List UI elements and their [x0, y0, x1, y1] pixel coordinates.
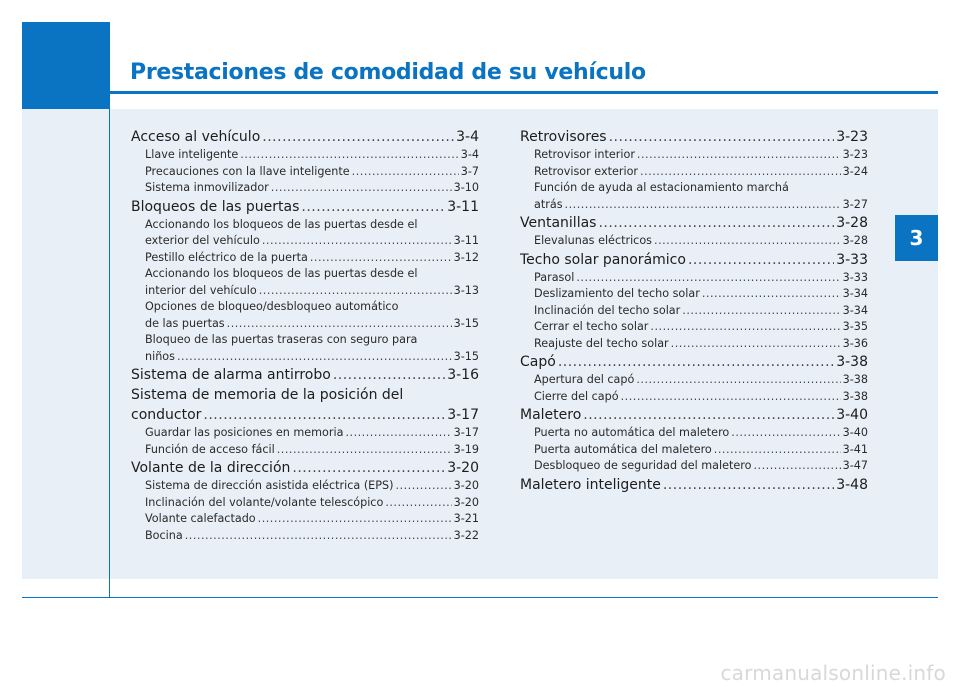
- toc-subentry[interactable]: [520, 372, 868, 389]
- toc-entry-label: Maletero: [520, 407, 582, 423]
- toc-entry-label: Sistema de memoria de la posición del: [131, 387, 404, 403]
- toc-entry-label: atrás: [534, 197, 563, 211]
- dot-leader: [262, 233, 452, 250]
- dot-leader: [310, 250, 452, 267]
- toc-subentry[interactable]: [131, 250, 479, 267]
- toc-page-number: 3-12: [453, 250, 479, 264]
- toc-entry-label: Cerrar el techo solar: [534, 320, 649, 333]
- page-title: Prestaciones de comodidad de su vehículo: [130, 60, 646, 85]
- toc-entry-label: Cierre del capó: [534, 389, 619, 403]
- toc-page-number: 3-27: [842, 197, 868, 211]
- toc-page-number: 3-28: [836, 215, 868, 231]
- toc-subentry[interactable]: [520, 197, 868, 214]
- dot-leader: [271, 180, 452, 197]
- dot-leader: [262, 128, 454, 147]
- toc-subentry[interactable]: [131, 528, 479, 545]
- toc-page-number: 3-4: [456, 129, 479, 145]
- toc-subentry[interactable]: [131, 283, 479, 300]
- toc-entry-label: Sistema de alarma antirrobo: [131, 367, 331, 383]
- toc-entry-label: Retrovisor exterior: [534, 164, 639, 178]
- toc-entry-label: Retrovisor interior: [534, 148, 635, 161]
- toc-entry-label: Inclinación del volante/volante telescópico: [145, 495, 384, 509]
- toc-page-number: 3-20: [447, 460, 479, 476]
- dot-leader: [258, 511, 452, 528]
- dot-leader: [576, 270, 840, 287]
- toc-subentry[interactable]: [520, 147, 868, 164]
- toc-entry-label: Acceso al vehículo: [131, 129, 261, 145]
- dot-leader: [292, 459, 445, 478]
- toc-entry-label: Bloqueo de las puertas traseras con seguro para: [145, 333, 418, 346]
- toc-column-right: [520, 127, 868, 495]
- toc-subentry: [131, 217, 479, 234]
- dot-leader: [352, 164, 459, 181]
- toc-entry-label: Pestillo eléctrico de la puerta: [145, 250, 308, 264]
- toc-entry-label: Elevalunas eléctricos: [534, 234, 653, 247]
- dot-leader: [345, 425, 451, 442]
- toc-subentry[interactable]: [131, 180, 479, 197]
- dot-leader: [277, 442, 452, 459]
- toc-subentry[interactable]: [131, 316, 479, 333]
- dot-leader: [259, 283, 452, 300]
- toc-entry-label: Desbloqueo de seguridad del maletero: [534, 459, 752, 472]
- dot-leader: [385, 495, 451, 512]
- margin-line: [109, 22, 110, 598]
- dot-leader: [637, 147, 841, 164]
- toc-entry[interactable]: [131, 128, 479, 147]
- toc-entry-label: Accionando los bloqueos de las puertas desde el: [145, 267, 418, 280]
- toc-subentry: [520, 180, 868, 197]
- toc-subentry[interactable]: [131, 233, 479, 250]
- toc-subentry[interactable]: [520, 319, 868, 336]
- toc-page-number: 3-33: [842, 270, 868, 284]
- toc-entry-label: Deslizamiento del techo solar: [534, 287, 700, 300]
- toc-page-number: 3-23: [842, 148, 868, 161]
- toc-subentry[interactable]: [520, 270, 868, 287]
- dot-leader: [177, 349, 452, 366]
- toc-page-number: 3-11: [447, 198, 479, 215]
- toc-page-number: 3-17: [453, 426, 479, 439]
- toc-entry-label: Accionando los bloqueos de las puertas desde el: [145, 217, 418, 231]
- toc-entry-label: Sistema inmovilizador: [145, 181, 269, 194]
- toc-page-number: 3-20: [453, 479, 479, 492]
- toc-subentry[interactable]: [131, 164, 479, 181]
- toc-entry-label: Inclinación del techo solar: [534, 303, 681, 317]
- toc-page-number: 3-48: [836, 476, 868, 493]
- toc-entry-label: Precauciones con la llave inteligente: [145, 164, 350, 178]
- dot-leader: [227, 316, 452, 333]
- toc-entry[interactable]: [131, 366, 479, 385]
- toc-page-number: 3-33: [836, 251, 868, 268]
- toc-page-number: 3-34: [842, 287, 868, 300]
- toc-subentry[interactable]: [520, 303, 868, 320]
- toc-subentry[interactable]: [131, 442, 479, 459]
- toc-page-number: 3-10: [453, 181, 479, 194]
- toc-page-number: 3-38: [842, 389, 868, 403]
- dot-leader: [731, 425, 840, 442]
- dot-leader: [395, 478, 451, 495]
- toc-subentry[interactable]: [520, 164, 868, 181]
- dot-leader: [621, 389, 841, 406]
- toc-page-number: 3-15: [453, 349, 479, 363]
- toc-entry-label: Volante de la dirección: [131, 460, 291, 476]
- toc-page-number: 3-13: [453, 283, 479, 297]
- toc-page-number: 3-40: [836, 407, 868, 423]
- dot-leader: [185, 528, 452, 545]
- toc-entry-label: Bloqueos de las puertas: [131, 198, 300, 215]
- toc-page-number: 3-21: [453, 512, 479, 525]
- dot-leader: [753, 458, 840, 475]
- toc-entry-label: Opciones de bloqueo/desbloqueo automático: [145, 300, 399, 313]
- dot-leader: [240, 147, 458, 164]
- dot-leader: [301, 198, 445, 217]
- toc-page-number: 3-34: [842, 303, 868, 317]
- dot-leader: [558, 353, 834, 372]
- toc-page-number: 3-28: [842, 234, 868, 247]
- toc-entry-label: Capó: [520, 354, 556, 370]
- toc-entry-label: Puerta automática del maletero: [534, 442, 712, 456]
- dot-leader: [640, 164, 841, 181]
- toc-page-number: 3-20: [453, 495, 479, 509]
- toc-subentry[interactable]: [520, 233, 868, 250]
- toc-entry-label: Función de ayuda al estacionamiento marchá: [534, 181, 789, 194]
- toc-page-number: 3-38: [842, 373, 868, 386]
- toc-entry-label: Ventanillas: [520, 215, 597, 231]
- toc-entry-label: conductor: [131, 407, 202, 423]
- toc-page-number: 3-11: [453, 234, 479, 247]
- toc-entry-label: de las puertas: [145, 316, 225, 330]
- dot-leader: [714, 442, 841, 459]
- toc-entry-label: Maletero inteligente: [520, 476, 661, 493]
- toc-page-number: 3-35: [842, 320, 868, 333]
- bottom-rule: [22, 597, 938, 598]
- toc-entry-label: Puerta no automática del maletero: [534, 426, 730, 439]
- toc-page-number: 3-38: [836, 354, 868, 370]
- toc-subentry[interactable]: [520, 286, 868, 303]
- toc-subentry[interactable]: [520, 389, 868, 406]
- toc-subentry[interactable]: [520, 425, 868, 442]
- dot-leader: [663, 476, 834, 495]
- toc-entry-label: interior del vehículo: [145, 283, 257, 297]
- dot-leader: [671, 336, 841, 353]
- toc-entry-label: Volante calefactado: [145, 512, 256, 525]
- toc-subentry[interactable]: [131, 478, 479, 495]
- toc-subentry[interactable]: [131, 495, 479, 512]
- toc-page-number: 3-47: [842, 459, 868, 472]
- toc-entry-label: Techo solar panorámico: [520, 251, 686, 268]
- toc-subentry: [131, 266, 479, 283]
- toc-column-left: [131, 127, 479, 544]
- chapter-tab[interactable]: 3: [895, 215, 938, 261]
- toc-entry-label: Función de acceso fácil: [145, 442, 275, 456]
- toc-entry[interactable]: [131, 406, 479, 425]
- toc-subentry[interactable]: [520, 458, 868, 475]
- toc-entry[interactable]: [131, 459, 479, 478]
- toc-subentry[interactable]: [520, 336, 868, 353]
- toc-subentry: [131, 332, 479, 349]
- toc-entry-label: Parasol: [534, 270, 575, 284]
- toc-page-number: 3-4: [460, 148, 479, 161]
- dot-leader: [333, 366, 445, 385]
- dot-leader: [565, 197, 841, 214]
- toc-entry-label: exterior del vehículo: [145, 234, 260, 247]
- toc-entry[interactable]: [520, 128, 868, 147]
- dot-leader: [203, 406, 445, 425]
- toc-entry-label: Reajuste del techo solar: [534, 336, 669, 350]
- dot-leader: [609, 128, 835, 147]
- toc-subentry[interactable]: [131, 349, 479, 366]
- toc-entry[interactable]: [131, 198, 479, 217]
- toc-page-number: 3-17: [447, 407, 479, 423]
- toc-entry-label: Sistema de dirección asistida eléctrica (EPS): [145, 479, 394, 492]
- toc-subentry: [131, 299, 479, 316]
- toc-entry[interactable]: [520, 406, 868, 425]
- dot-leader: [688, 251, 834, 270]
- toc-page-number: 3-36: [842, 336, 868, 350]
- toc-entry[interactable]: [520, 353, 868, 372]
- toc-page-number: 3-24: [842, 164, 868, 178]
- toc-entry[interactable]: [520, 214, 868, 233]
- toc-page-number: 3-22: [453, 528, 479, 542]
- toc-page-number: 3-23: [836, 129, 868, 145]
- corner-block: [22, 22, 109, 109]
- toc-page-number: 3-19: [453, 442, 479, 456]
- toc-subentry[interactable]: [131, 147, 479, 164]
- title-rule: [109, 91, 938, 94]
- toc-subentry[interactable]: [131, 511, 479, 528]
- dot-leader: [650, 319, 840, 336]
- toc-entry-label: Llave inteligente: [145, 148, 239, 161]
- toc-subentry[interactable]: [131, 425, 479, 442]
- toc-entry-label: niños: [145, 349, 175, 363]
- toc-entry: [131, 386, 479, 405]
- toc-page-number: 3-40: [842, 426, 868, 439]
- dot-leader: [636, 372, 840, 389]
- watermark: carmanualsonline.info: [720, 661, 946, 685]
- toc-entry-label: Retrovisores: [520, 129, 607, 145]
- toc-entry[interactable]: [520, 476, 868, 495]
- toc-subentry[interactable]: [520, 442, 868, 459]
- toc-entry-label: Bocina: [145, 528, 183, 542]
- toc-page-number: 3-15: [453, 316, 479, 330]
- toc-page-number: 3-7: [460, 164, 479, 178]
- dot-leader: [702, 286, 841, 303]
- dot-leader: [682, 303, 840, 320]
- toc-entry[interactable]: [520, 251, 868, 270]
- toc-page-number: 3-16: [447, 367, 479, 383]
- dot-leader: [583, 406, 834, 425]
- dot-leader: [654, 233, 841, 250]
- toc-entry-label: Apertura del capó: [534, 373, 635, 386]
- dot-leader: [598, 214, 834, 233]
- toc-page-number: 3-41: [842, 442, 868, 456]
- toc-entry-label: Guardar las posiciones en memoria: [145, 426, 344, 439]
